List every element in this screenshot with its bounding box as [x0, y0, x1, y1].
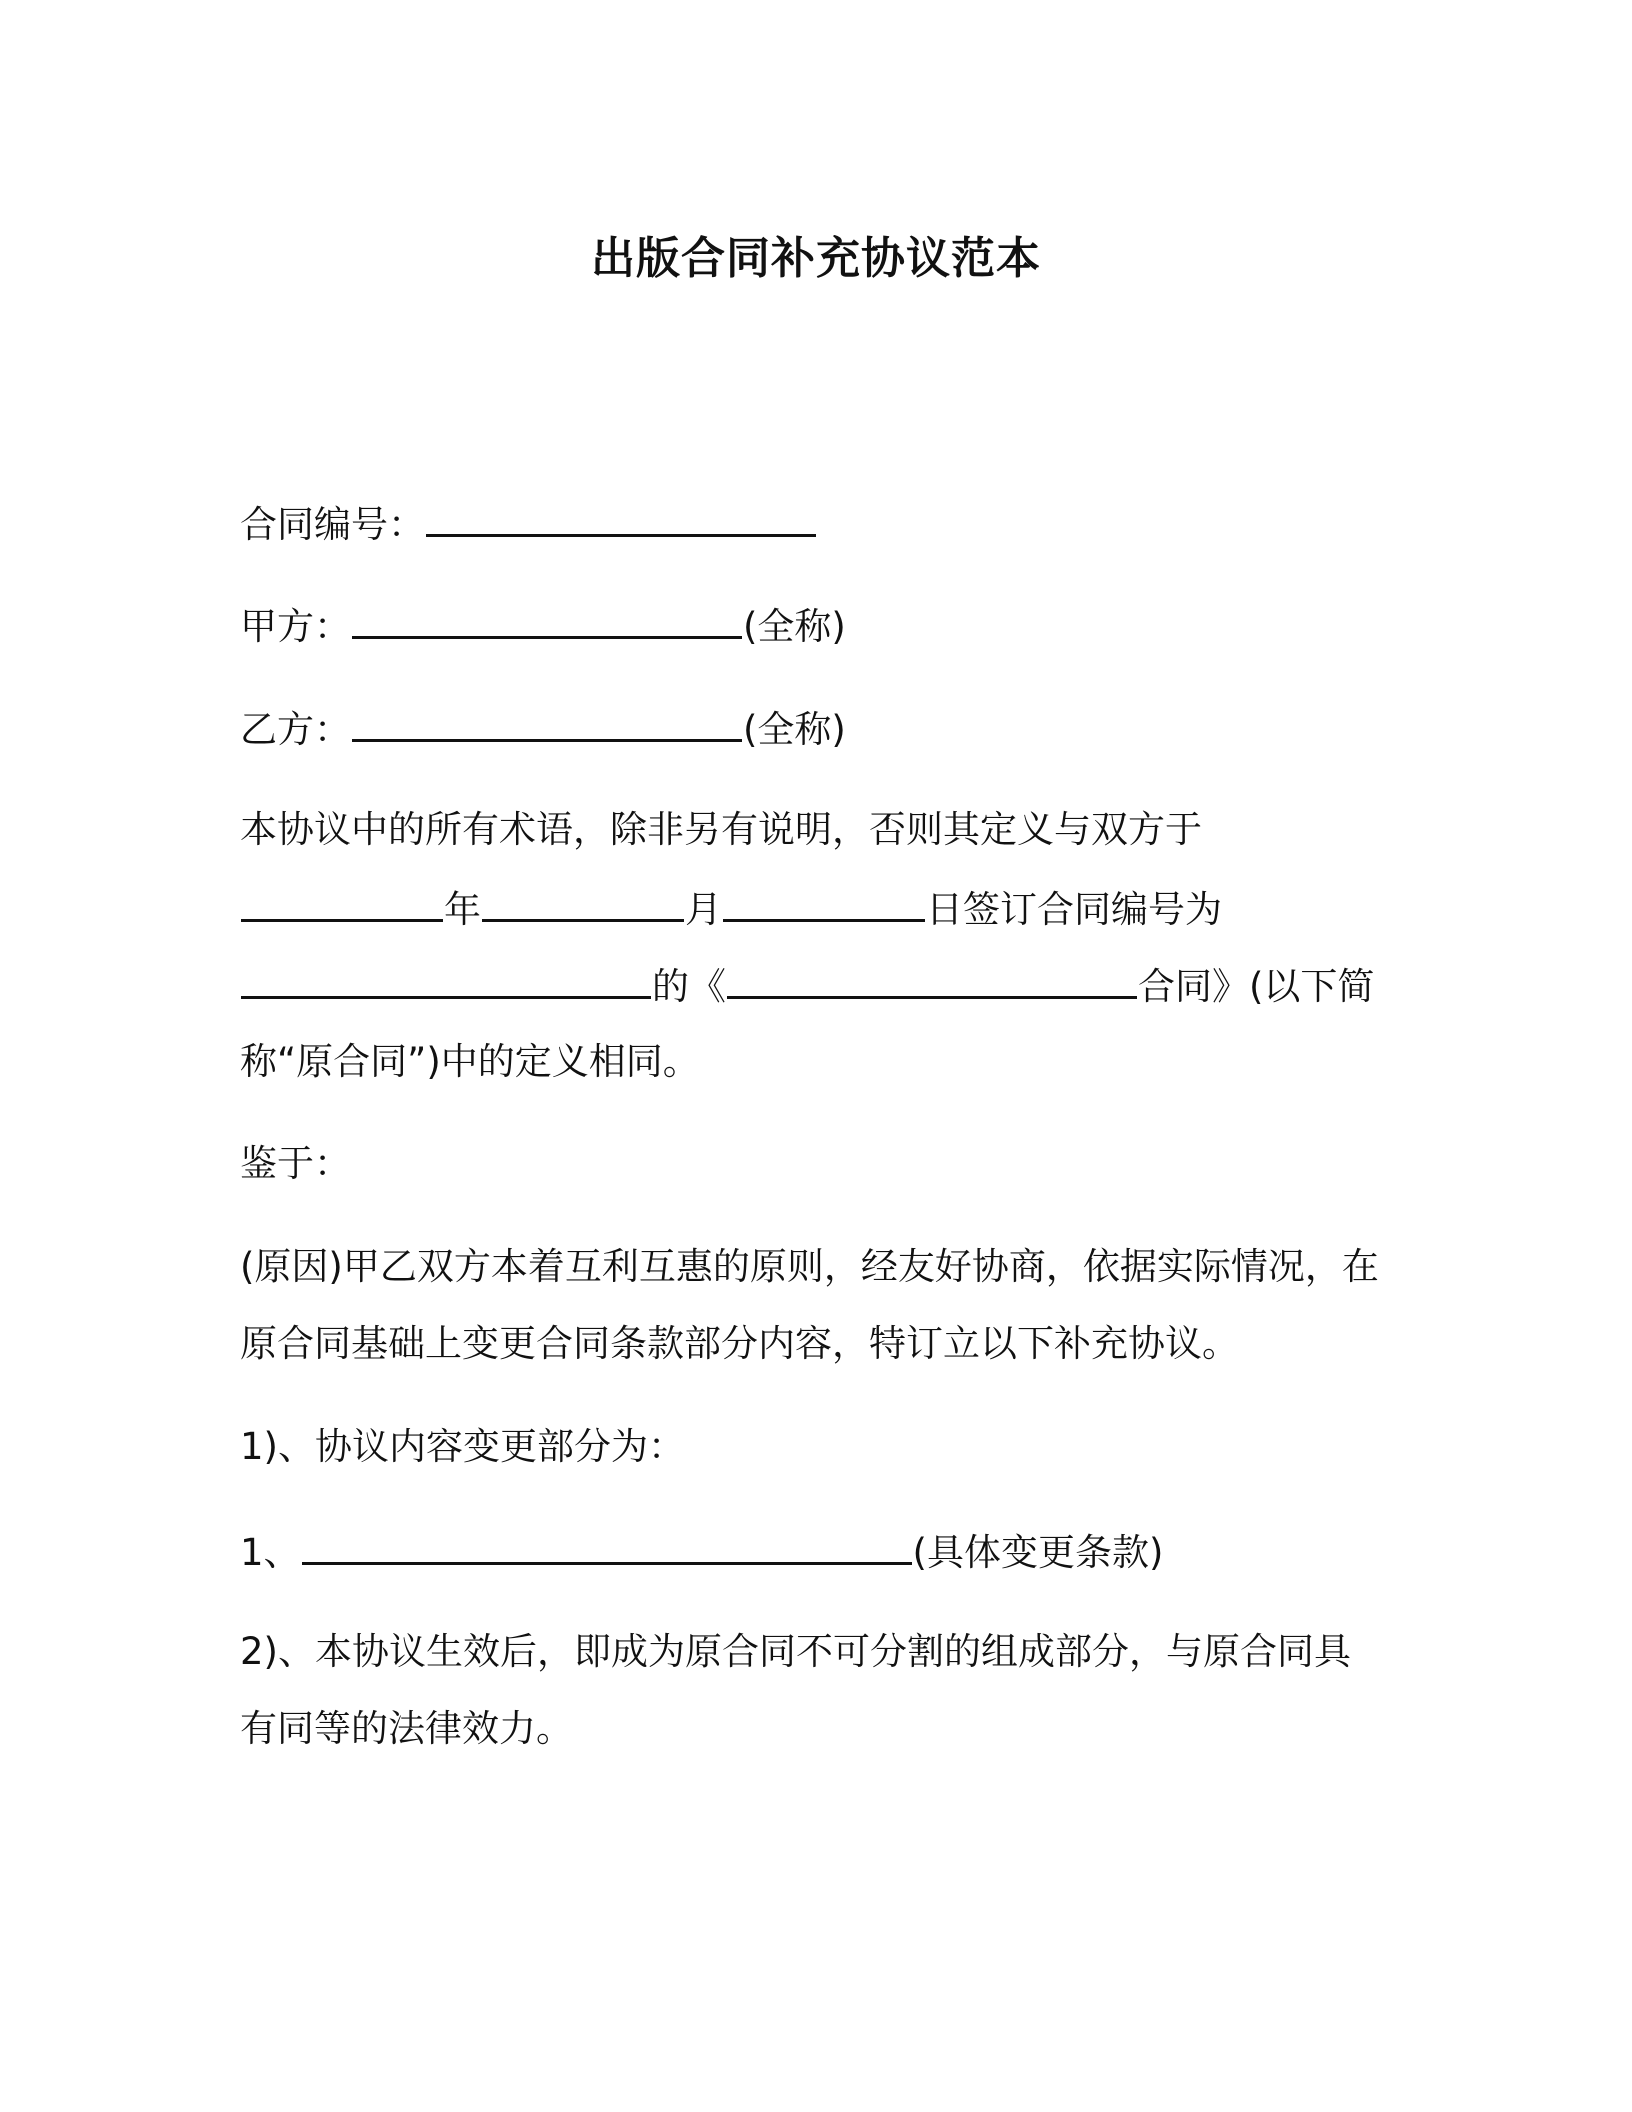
intro-line-1: 本协议中的所有术语，除非另有说明，否则其定义与双方于 — [240, 808, 1202, 851]
clause-1-item-prefix: 1、 — [240, 1531, 301, 1574]
contract-number-blank[interactable] — [426, 498, 816, 537]
reason-line-2: 原合同基础上变更合同条款部分内容，特订立以下补充协议。 — [240, 1322, 1239, 1365]
party-a-fullname-note: (全称) — [743, 605, 846, 648]
party-b-label: 乙方： — [240, 708, 351, 751]
party-b-fullname-note: (全称) — [743, 708, 846, 751]
clause-1-item — [240, 1526, 1163, 1577]
contract-number-line — [240, 498, 817, 549]
original-contract-name-blank[interactable] — [727, 960, 1137, 999]
original-contract-number-blank[interactable] — [241, 960, 651, 999]
month-blank[interactable] — [482, 883, 684, 922]
document-title: 出版合同补充协议范本 — [591, 233, 1041, 284]
of-label: 的《 — [652, 965, 726, 1008]
whereas-label: 鉴于： — [240, 1142, 351, 1185]
intro-line-3 — [240, 960, 1374, 1011]
party-a-blank[interactable] — [352, 600, 742, 639]
year-label: 年 — [444, 888, 481, 931]
reason-line-1: (原因)甲乙双方本着互利互惠的原则，经友好协商，依据实际情况，在 — [240, 1245, 1379, 1288]
clause-1-heading: 1)、协议内容变更部分为： — [240, 1425, 685, 1468]
contract-close-label: 合同》(以下简 — [1138, 965, 1375, 1008]
month-label: 月 — [685, 888, 722, 931]
clause-2-line-1: 2)、本协议生效后，即成为原合同不可分割的组成部分，与原合同具 — [240, 1630, 1351, 1673]
intro-line-4: 称“原合同”)中的定义相同。 — [240, 1040, 700, 1083]
contract-number-label: 合同编号： — [240, 503, 425, 546]
clause-2-line-2: 有同等的法律效力。 — [240, 1707, 573, 1750]
party-a-label: 甲方： — [240, 605, 351, 648]
party-b-line — [240, 703, 846, 754]
change-terms-blank[interactable] — [302, 1526, 912, 1565]
day-sign-label: 日签订合同编号为 — [926, 888, 1222, 931]
year-blank[interactable] — [241, 883, 443, 922]
party-b-blank[interactable] — [352, 703, 742, 742]
day-blank[interactable] — [723, 883, 925, 922]
clause-1-item-note: (具体变更条款) — [912, 1531, 1164, 1574]
intro-line-2 — [240, 883, 1222, 934]
party-a-line — [240, 600, 846, 651]
